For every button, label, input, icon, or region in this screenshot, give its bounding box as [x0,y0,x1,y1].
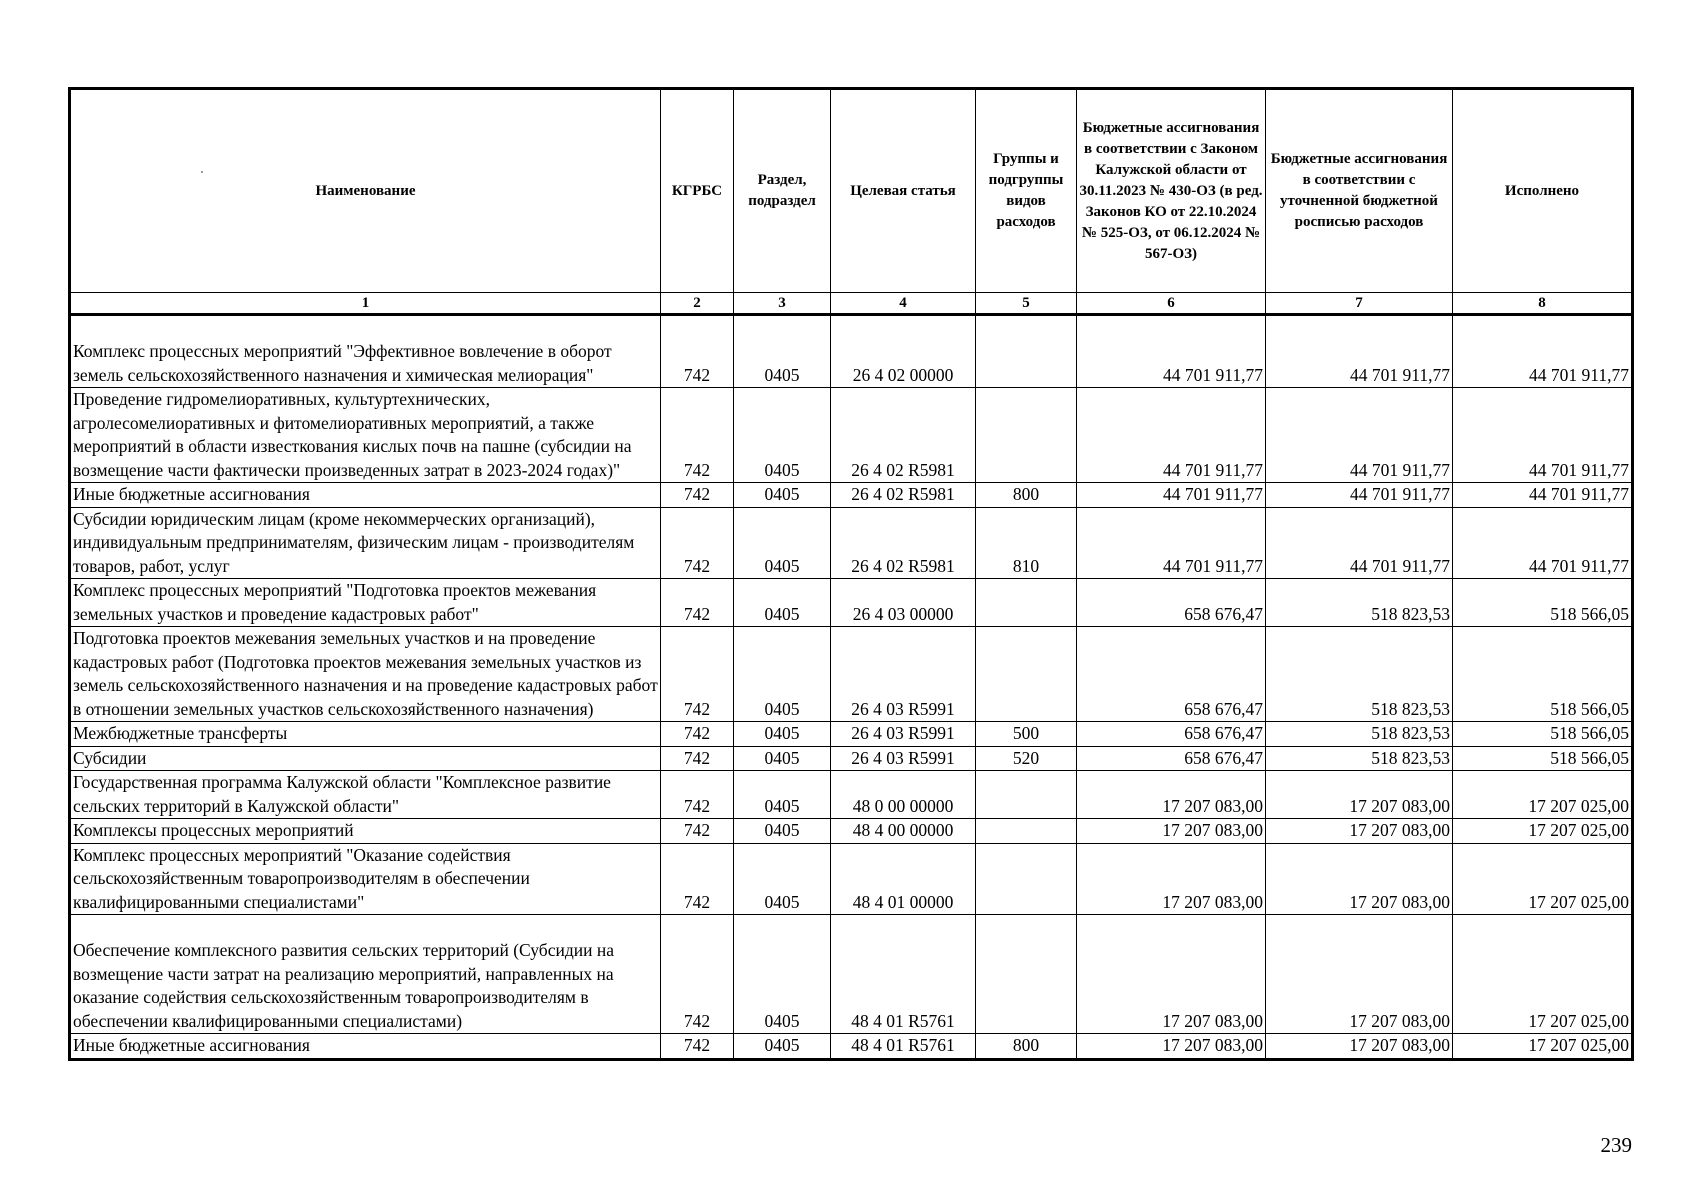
header-kgrbs: КГРБС [661,89,734,293]
cell-section: 0405 [734,819,831,844]
cell-section: 0405 [734,1034,831,1060]
cell-article: 26 4 03 R5991 [831,722,976,747]
cell-kgrbs: 742 [661,507,734,579]
cell-group [976,315,1077,388]
cell-executed: 518 566,05 [1453,579,1633,627]
cell-name: Иные бюджетные ассигнования [70,1034,661,1060]
cell-name: Межбюджетные трансферты [70,722,661,747]
cell-article: 26 4 03 R5991 [831,746,976,771]
cell-name: Комплексы процессных мероприятий [70,819,661,844]
cell-budget-law: 658 676,47 [1077,579,1266,627]
cell-budget-refined: 518 823,53 [1266,579,1453,627]
cell-budget-refined: 44 701 911,77 [1266,483,1453,508]
cell-executed: 17 207 025,00 [1453,771,1633,819]
cell-executed: 44 701 911,77 [1453,507,1633,579]
cell-group: 500 [976,722,1077,747]
cell-section: 0405 [734,627,831,722]
cell-kgrbs: 742 [661,771,734,819]
budget-execution-table [68,87,1634,1061]
cell-executed: 518 566,05 [1453,722,1633,747]
cell-group [976,579,1077,627]
table-row [70,771,1633,819]
cell-kgrbs: 742 [661,1034,734,1060]
cell-budget-law: 44 701 911,77 [1077,315,1266,388]
cell-section: 0405 [734,771,831,819]
cell-budget-refined: 518 823,53 [1266,746,1453,771]
header-budget-refined: Бюджетные ассигнования в соответствии с уточненной бюджетной росписью расходов [1266,89,1453,293]
cell-executed: 518 566,05 [1453,746,1633,771]
cell-budget-refined: 17 207 083,00 [1266,819,1453,844]
cell-kgrbs: 742 [661,722,734,747]
table-row [70,843,1633,915]
cell-section: 0405 [734,579,831,627]
table-row [70,315,1633,388]
table-row [70,1034,1633,1060]
cell-group [976,915,1077,1034]
cell-article: 26 4 03 00000 [831,579,976,627]
table-row [70,819,1633,844]
table-header [70,89,1633,315]
page-number: 239 [1600,1133,1632,1157]
cell-kgrbs: 742 [661,843,734,915]
cell-group: 810 [976,507,1077,579]
table-row [70,722,1633,747]
cell-budget-refined: 17 207 083,00 [1266,915,1453,1034]
column-number: 6 [1077,293,1266,315]
cell-group: 520 [976,746,1077,771]
table-row [70,483,1633,508]
cell-budget-refined: 44 701 911,77 [1266,315,1453,388]
cell-budget-refined: 17 207 083,00 [1266,771,1453,819]
cell-name: Комплекс процессных мероприятий "Подготовка проектов межевания земельных участков и проведение кадастровых работ" [70,579,661,627]
header-expense-group: Группы и подгруппы видов расходов [976,89,1077,293]
cell-budget-refined: 518 823,53 [1266,722,1453,747]
cell-kgrbs: 742 [661,483,734,508]
cell-group [976,627,1077,722]
cell-article: 48 4 01 R5761 [831,915,976,1034]
cell-group [976,819,1077,844]
cell-section: 0405 [734,388,831,483]
column-number: 5 [976,293,1077,315]
cell-budget-law: 17 207 083,00 [1077,771,1266,819]
cell-budget-law: 17 207 083,00 [1077,915,1266,1034]
cell-name: Обеспечение комплексного развития сельских территорий (Субсидии на возмещение части затрат на реализацию мероприятий, направленных на оказание содействия сельскохозяйственным товаропроизводителям в обеспечении квалифицированными специалистами) [70,915,661,1034]
header-target-article: Целевая статья [831,89,976,293]
cell-article: 48 4 01 00000 [831,843,976,915]
cell-group: 800 [976,1034,1077,1060]
cell-executed: 17 207 025,00 [1453,843,1633,915]
cell-budget-law: 658 676,47 [1077,627,1266,722]
cell-budget-law: 44 701 911,77 [1077,483,1266,508]
cell-section: 0405 [734,722,831,747]
cell-name: Субсидии юридическим лицам (кроме некоммерческих организаций), индивидуальным предпринимателям, физическим лицам - производителям товаров, работ, услуг [70,507,661,579]
cell-section: 0405 [734,507,831,579]
table-row [70,507,1633,579]
cell-budget-law: 658 676,47 [1077,722,1266,747]
cell-executed: 44 701 911,77 [1453,315,1633,388]
cell-budget-refined: 44 701 911,77 [1266,388,1453,483]
header-section: Раздел, подраздел [734,89,831,293]
cell-kgrbs: 742 [661,819,734,844]
table-row [70,915,1633,1034]
cell-budget-law: 17 207 083,00 [1077,1034,1266,1060]
cell-budget-refined: 44 701 911,77 [1266,507,1453,579]
table-row [70,388,1633,483]
cell-article: 26 4 02 00000 [831,315,976,388]
table-row [70,746,1633,771]
cell-budget-law: 658 676,47 [1077,746,1266,771]
cell-budget-law: 17 207 083,00 [1077,819,1266,844]
cell-executed: 518 566,05 [1453,627,1633,722]
cell-budget-law: 44 701 911,77 [1077,388,1266,483]
cell-article: 26 4 03 R5991 [831,627,976,722]
cell-kgrbs: 742 [661,627,734,722]
table-row [70,627,1633,722]
cell-article: 26 4 02 R5981 [831,388,976,483]
cell-kgrbs: 742 [661,315,734,388]
cell-section: 0405 [734,746,831,771]
cell-executed: 44 701 911,77 [1453,388,1633,483]
cell-kgrbs: 742 [661,915,734,1034]
cell-name: Государственная программа Калужской области "Комплексное развитие сельских территорий в Калужской области" [70,771,661,819]
cell-budget-law: 17 207 083,00 [1077,843,1266,915]
column-number: 8 [1453,293,1633,315]
cell-group [976,843,1077,915]
header-budget-law: Бюджетные ассигнования в соответствии с Законом Калужской области от 30.11.2023 № 430-ОЗ (в ред. Законов КО от 22.10.2024 № 525-ОЗ, от 06.12.2024 № 567-ОЗ) [1077,89,1266,293]
cell-section: 0405 [734,843,831,915]
column-number: 1 [70,293,661,315]
cell-section: 0405 [734,915,831,1034]
cell-name: Комплекс процессных мероприятий "Эффективное вовлечение в оборот земель сельскохозяйственного назначения и химическая мелиорация" [70,315,661,388]
cell-group [976,771,1077,819]
cell-article: 48 4 00 00000 [831,819,976,844]
cell-kgrbs: 742 [661,746,734,771]
column-number: 4 [831,293,976,315]
cell-name: Иные бюджетные ассигнования [70,483,661,508]
header-executed: Исполнено [1453,89,1633,293]
cell-kgrbs: 742 [661,388,734,483]
cell-name: Проведение гидромелиоративных, культуртехнических, агролесомелиоративных и фитомелиоративных мероприятий, а также мероприятий в области известкования кислых почв на пашне (субсидии на возмещение части фактически произведенных затрат в 2023-2024 годах)" [70,388,661,483]
cell-kgrbs: 742 [661,579,734,627]
cell-article: 48 4 01 R5761 [831,1034,976,1060]
column-number: 7 [1266,293,1453,315]
cell-group: 800 [976,483,1077,508]
cell-name: Подготовка проектов межевания земельных участков и на проведение кадастровых работ (Подготовка проектов межевания земельных участков из земель сельскохозяйственного назначения и на проведение кадастровых работ в отношении земельных участков сельскохозяйственного назначения) [70,627,661,722]
table-body [70,315,1633,1060]
cell-executed: 44 701 911,77 [1453,483,1633,508]
cell-article: 48 0 00 00000 [831,771,976,819]
cell-executed: 17 207 025,00 [1453,1034,1633,1060]
column-number: 2 [661,293,734,315]
column-number: 3 [734,293,831,315]
cell-executed: 17 207 025,00 [1453,819,1633,844]
cell-name: Комплекс процессных мероприятий "Оказание содействия сельскохозяйственным товаропроизводителям в обеспечении квалифицированными специалистами" [70,843,661,915]
cell-name: Субсидии [70,746,661,771]
header-name: Наименование [70,89,661,293]
cell-article: 26 4 02 R5981 [831,507,976,579]
column-number-row [70,293,1633,315]
cell-section: 0405 [734,483,831,508]
cell-budget-refined: 17 207 083,00 [1266,1034,1453,1060]
cell-group [976,388,1077,483]
cell-budget-refined: 518 823,53 [1266,627,1453,722]
cell-budget-refined: 17 207 083,00 [1266,843,1453,915]
cell-article: 26 4 02 R5981 [831,483,976,508]
cell-section: 0405 [734,315,831,388]
cell-budget-law: 44 701 911,77 [1077,507,1266,579]
cell-executed: 17 207 025,00 [1453,915,1633,1034]
table-row [70,579,1633,627]
